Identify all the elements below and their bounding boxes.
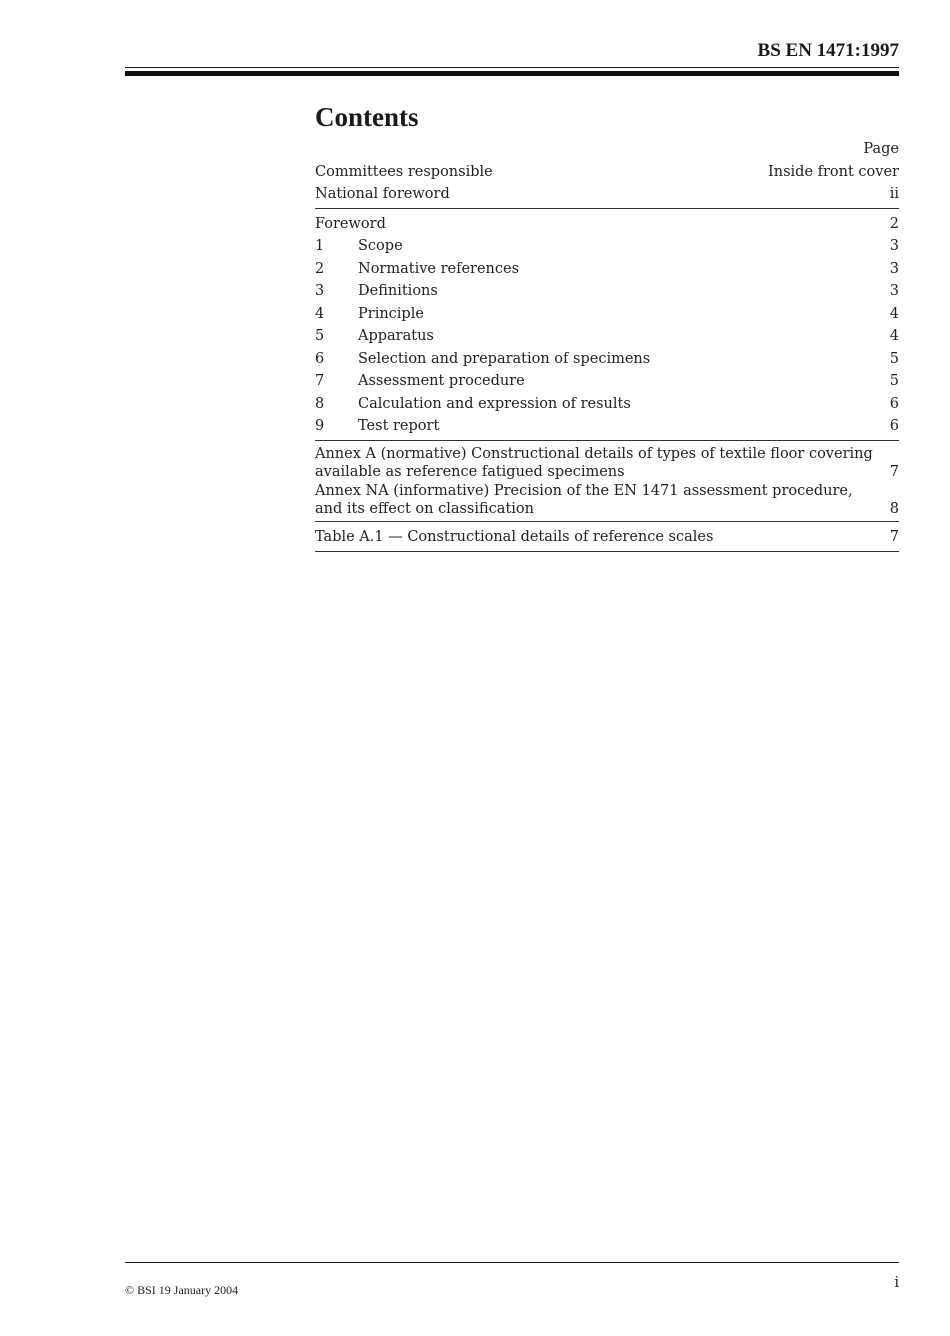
tables-section <box>315 526 899 552</box>
toc-entry-label: Definitions <box>358 283 438 299</box>
footer-rule <box>125 1262 899 1263</box>
toc-entry-selection-preparation[interactable] <box>315 348 899 371</box>
header-rule-thick <box>125 71 899 76</box>
toc-entry-number: 7 <box>315 373 325 389</box>
toc-entry-label: Normative references <box>358 260 520 277</box>
toc-entry-normative-references[interactable] <box>315 258 899 281</box>
toc-entry-number: 6 <box>315 350 325 367</box>
toc-entry-page: 2 <box>889 215 899 232</box>
toc-entry-foreword[interactable] <box>315 213 899 236</box>
toc-entry-number: 2 <box>315 260 325 277</box>
toc-entry-number: 9 <box>315 418 325 434</box>
toc-entry-page: 4 <box>889 305 899 322</box>
toc-entry-label-line2: and its effect on classification <box>315 500 534 517</box>
toc-entry-number: 3 <box>315 283 325 299</box>
toc-entry-number: 1 <box>315 238 325 254</box>
toc-entry-page: 5 <box>889 373 899 389</box>
toc-entry-table-a1[interactable] <box>315 526 899 549</box>
toc-entry-label: Assessment procedure <box>358 373 525 389</box>
toc-entry-label: Principle <box>358 305 424 322</box>
toc-entry-test-report[interactable] <box>315 416 899 439</box>
copyright-notice: © BSI 19 January 2004 <box>125 1283 239 1297</box>
toc-entry-principle[interactable] <box>315 303 899 326</box>
toc-entry-label: Selection and preparation of specimens <box>358 350 651 367</box>
toc-entry-definitions[interactable] <box>315 281 899 304</box>
toc-entry-label-line2: available as reference fatigued specimens <box>315 463 625 480</box>
contents-block <box>315 98 899 552</box>
toc-entry-number: 5 <box>315 328 325 344</box>
header-rule-thin <box>125 67 899 68</box>
toc-entry-assessment-procedure[interactable] <box>315 371 899 394</box>
page-number: i <box>894 1275 899 1291</box>
toc-entry-page: 3 <box>889 238 899 254</box>
toc-entry-page: 8 <box>889 500 899 517</box>
toc-entry-number: 8 <box>315 395 325 412</box>
toc-entry-page: 6 <box>889 418 899 434</box>
toc-entry-label: Table A.1 — Constructional details of reference scales <box>315 528 714 545</box>
toc-entry-page: 5 <box>889 350 899 367</box>
toc-entry-label: Foreword <box>315 215 386 232</box>
toc-entry-label: Apparatus <box>358 328 434 344</box>
toc-entry-national-foreword[interactable] <box>315 184 899 207</box>
toc-entry-label: Scope <box>358 238 403 254</box>
document-id: BS EN 1471:1997 <box>757 40 899 61</box>
toc-entry-page: 7 <box>889 528 899 545</box>
toc-entry-label: Committees responsible <box>315 163 493 180</box>
toc-entry-page: 3 <box>889 260 899 277</box>
toc-entry-page: 7 <box>889 463 899 480</box>
toc-entry-label: National foreword <box>315 186 450 202</box>
toc-entry-label: Calculation and expression of results <box>358 395 631 412</box>
toc-entry-page: ii <box>889 186 899 202</box>
annexes-section <box>315 445 899 522</box>
contents-title: Contents <box>315 102 419 132</box>
toc-entry-scope[interactable] <box>315 236 899 259</box>
toc-entry-label: Test report <box>358 418 440 434</box>
toc-entry-apparatus[interactable] <box>315 326 899 349</box>
toc-entry-page: 6 <box>889 395 899 412</box>
toc-entry-annex-a[interactable] <box>315 445 899 482</box>
toc-entry-committees[interactable] <box>315 161 899 184</box>
toc-entry-calculation[interactable] <box>315 393 899 416</box>
toc-entry-label-line1: Annex NA (informative) Precision of the EN 1471 assessment procedure, <box>315 483 853 499</box>
toc-entry-page: 4 <box>889 328 899 344</box>
toc-entry-label-line1: Annex A (normative) Constructional details of types of textile floor covering <box>315 446 873 462</box>
main-entries-section <box>315 213 899 441</box>
front-matter-section <box>315 161 899 209</box>
toc-entry-annex-na[interactable] <box>315 482 899 519</box>
toc-entry-page: Inside front cover <box>768 163 899 180</box>
toc-entry-page: 3 <box>889 283 899 299</box>
page-column-label: Page <box>863 141 899 157</box>
toc-entry-number: 4 <box>315 305 325 322</box>
